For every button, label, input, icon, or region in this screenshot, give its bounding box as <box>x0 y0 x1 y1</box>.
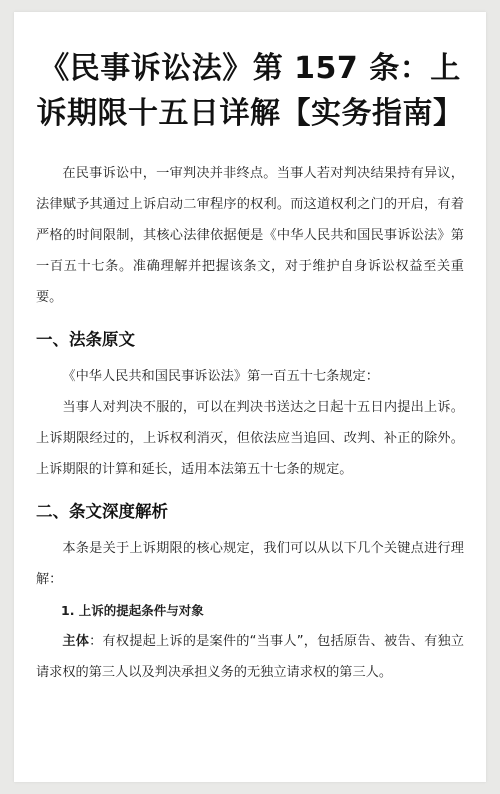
subject-description: ：有权提起上诉的是案件的“当事人”，包括原告、被告、有独立请求权的第三人以及判决承担义务的无独立请求权的第三人。 <box>36 634 464 680</box>
intro-paragraph: 在民事诉讼中，一审判决并非终点。当事人若对判决结果持有异议，法律赋予其通过上诉启动二审程序的权利。而这道权利之门的开启，有着严格的时间限制，其核心法律依据便是《中华人民共和国民事诉讼法》第一百五十七条。准确理解并把握该条文，对于维护自身诉讼权益至关重要。 <box>36 166 464 305</box>
article-title: 《民事诉讼法》第 157 条：上诉期限十五日详解【实务指南】 <box>36 51 464 131</box>
lead-term-subject: 主体 <box>62 634 90 649</box>
subheading-appeal-conditions: 1. 上诉的提起条件与对象 <box>61 603 204 618</box>
document-page <box>14 12 486 782</box>
section-heading-original-text: 一、法条原文 <box>36 330 135 349</box>
section-1-paragraph-1: 《中华人民共和国民事诉讼法》第一百五十七条规定： <box>62 369 379 384</box>
article-body <box>36 158 464 688</box>
section-2-paragraph-2 <box>36 626 464 688</box>
section-heading-analysis: 二、条文深度解析 <box>36 502 168 521</box>
section-1-paragraph-2: 当事人对判决不服的，可以在判决书送达之日起十五日内提出上诉。上诉期限经过的，上诉权利消灭，但依法应当追回、改判、补正的除外。上诉期限的计算和延长，适用本法第五十七条的规定。 <box>36 400 464 477</box>
section-2-paragraph-1: 本条是关于上诉期限的核心规定，我们可以从以下几个关键点进行理解： <box>36 541 464 587</box>
